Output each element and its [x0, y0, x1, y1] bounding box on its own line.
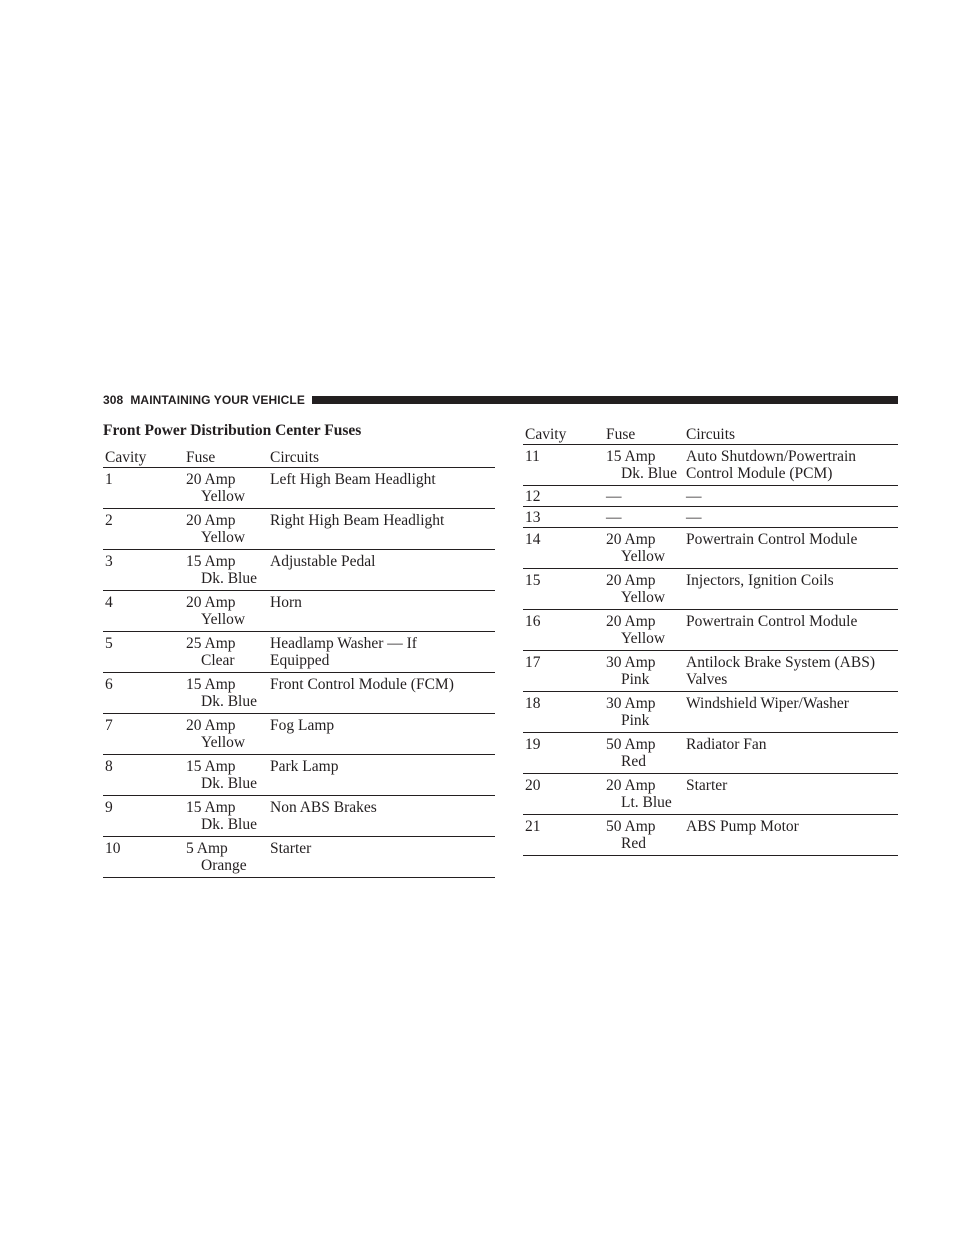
- fuse-rating: 20 Amp: [606, 531, 656, 548]
- column-header-fuse: Fuse: [186, 449, 270, 468]
- circuit-text: Auto Shutdown/Powertrain: [686, 448, 857, 465]
- fuse-cell: [606, 610, 686, 651]
- circuits-cell: [270, 550, 495, 591]
- circuits-cell: [270, 468, 495, 509]
- fuse-color: Yellow: [201, 611, 246, 628]
- table-row: [523, 610, 898, 651]
- table-row: [523, 774, 898, 815]
- fuse-cell: [606, 692, 686, 733]
- page-number: 308: [103, 393, 124, 407]
- table-row: [523, 445, 898, 486]
- table-row: [523, 569, 898, 610]
- fuse-cell: [606, 486, 686, 507]
- cavity-cell: 21: [523, 815, 606, 856]
- fuse-color: Dk. Blue: [621, 465, 677, 482]
- fuse-rating: —: [606, 509, 622, 526]
- circuit-text: Headlamp Washer — If: [270, 635, 417, 652]
- fuse-rating: 20 Amp: [606, 613, 656, 630]
- fuse-color: Dk. Blue: [201, 775, 257, 792]
- circuit-text: Right High Beam Headlight: [270, 512, 445, 529]
- column-header-cavity: Cavity: [103, 449, 186, 468]
- fuse-cell: [186, 632, 270, 673]
- fuse-rating: 20 Amp: [606, 777, 656, 794]
- fuse-table-right-column: [523, 426, 898, 856]
- page-header: [103, 392, 898, 408]
- circuit-text: Left High Beam Headlight: [270, 471, 436, 488]
- fuse-cell: [606, 774, 686, 815]
- table-row: [103, 468, 495, 509]
- fuse-table-right-body: [523, 445, 898, 856]
- table-row: [103, 755, 495, 796]
- circuit-text: Injectors, Ignition Coils: [686, 572, 834, 589]
- cavity-cell: 19: [523, 733, 606, 774]
- cavity-cell: 3: [103, 550, 186, 591]
- cavity-cell: 9: [103, 796, 186, 837]
- fuse-cell: [606, 569, 686, 610]
- circuit-text: Windshield Wiper/Washer: [686, 695, 849, 712]
- circuits-cell: [270, 796, 495, 837]
- fuse-color: Dk. Blue: [201, 816, 257, 833]
- circuits-cell: [686, 569, 898, 610]
- fuse-cell: [186, 796, 270, 837]
- table-row: [523, 815, 898, 856]
- fuse-table-right: [523, 426, 898, 856]
- fuse-color: Pink: [621, 712, 650, 729]
- fuse-color: Clear: [201, 652, 235, 669]
- fuse-rating: 30 Amp: [606, 695, 656, 712]
- fuse-cell: [186, 714, 270, 755]
- fuse-color: Dk. Blue: [201, 693, 257, 710]
- cavity-cell: 20: [523, 774, 606, 815]
- circuit-text: Starter: [686, 777, 728, 794]
- circuit-text: Park Lamp: [270, 758, 339, 775]
- fuse-color: Yellow: [621, 630, 666, 647]
- section-title: MAINTAINING YOUR VEHICLE: [130, 393, 305, 407]
- circuits-cell: [270, 837, 495, 878]
- fuse-color: Pink: [621, 671, 650, 688]
- fuse-rating: 20 Amp: [186, 594, 236, 611]
- circuit-text: Radiator Fan: [686, 736, 767, 753]
- fuse-rating: 30 Amp: [606, 654, 656, 671]
- table-row: [103, 509, 495, 550]
- circuit-text: Fog Lamp: [270, 717, 335, 734]
- fuse-color: Yellow: [201, 488, 246, 505]
- fuse-cell: [606, 651, 686, 692]
- fuse-rating: 15 Amp: [186, 553, 236, 570]
- fuse-cell: [606, 507, 686, 528]
- table-header-row: [103, 449, 495, 468]
- circuits-cell: [686, 651, 898, 692]
- fuse-cell: [606, 528, 686, 569]
- circuits-cell: [686, 733, 898, 774]
- fuse-cell: [606, 815, 686, 856]
- circuit-text: Powertrain Control Module: [686, 531, 858, 548]
- circuits-cell: [270, 632, 495, 673]
- circuit-text: —: [686, 509, 702, 526]
- cavity-cell: 12: [523, 486, 606, 507]
- fuse-rating: 50 Amp: [606, 736, 656, 753]
- cavity-cell: 1: [103, 468, 186, 509]
- circuit-text: Powertrain Control Module: [686, 613, 858, 630]
- circuit-text: Starter: [270, 840, 312, 857]
- fuse-rating: 5 Amp: [186, 840, 228, 857]
- fuse-rating: 20 Amp: [186, 512, 236, 529]
- fuse-color: Yellow: [201, 529, 246, 546]
- cavity-cell: 13: [523, 507, 606, 528]
- cavity-cell: 17: [523, 651, 606, 692]
- fuse-table-left-body: [103, 468, 495, 878]
- fuse-cell: [186, 837, 270, 878]
- fuse-rating: 15 Amp: [186, 799, 236, 816]
- cavity-cell: 5: [103, 632, 186, 673]
- fuse-cell: [186, 591, 270, 632]
- fuse-table-left: [103, 449, 495, 878]
- fuse-cell: [186, 468, 270, 509]
- fuse-color: Yellow: [621, 548, 666, 565]
- fuse-cell: [606, 733, 686, 774]
- table-row: [103, 837, 495, 878]
- fuse-color: Yellow: [201, 734, 246, 751]
- circuit-text: Adjustable Pedal: [270, 553, 376, 570]
- fuse-rating: 20 Amp: [186, 717, 236, 734]
- fuse-cell: [186, 509, 270, 550]
- cavity-cell: 2: [103, 509, 186, 550]
- cavity-cell: 15: [523, 569, 606, 610]
- circuit-text: Antilock Brake System (ABS): [686, 654, 875, 671]
- fuse-color: Lt. Blue: [621, 794, 672, 811]
- circuits-cell: [686, 445, 898, 486]
- fuse-rating: —: [606, 488, 622, 505]
- fuse-color: Dk. Blue: [201, 570, 257, 587]
- cavity-cell: 7: [103, 714, 186, 755]
- fuse-color: Red: [621, 753, 646, 770]
- cavity-cell: 11: [523, 445, 606, 486]
- fuse-cell: [606, 445, 686, 486]
- fuse-color: Yellow: [621, 589, 666, 606]
- table-header-row: [523, 426, 898, 445]
- cavity-cell: 4: [103, 591, 186, 632]
- circuits-cell: [686, 507, 898, 528]
- circuits-cell: [270, 509, 495, 550]
- header-rule: [312, 396, 898, 404]
- circuit-text: Valves: [686, 671, 728, 688]
- circuit-text: Non ABS Brakes: [270, 799, 377, 816]
- column-header-circuits: Circuits: [686, 426, 898, 445]
- column-header-fuse: Fuse: [606, 426, 686, 445]
- table-title: Front Power Distribution Center Fuses: [103, 422, 362, 439]
- circuit-text: Horn: [270, 594, 302, 611]
- circuit-text: Control Module (PCM): [686, 465, 833, 482]
- table-row: [523, 507, 898, 528]
- circuits-cell: [270, 714, 495, 755]
- fuse-rating: 20 Amp: [606, 572, 656, 589]
- table-row: [103, 632, 495, 673]
- cavity-cell: 8: [103, 755, 186, 796]
- table-row: [523, 692, 898, 733]
- circuits-cell: [686, 528, 898, 569]
- circuit-text: —: [686, 488, 702, 505]
- cavity-cell: 14: [523, 528, 606, 569]
- cavity-cell: 16: [523, 610, 606, 651]
- circuits-cell: [686, 692, 898, 733]
- table-row: [103, 796, 495, 837]
- circuit-text: Front Control Module (FCM): [270, 676, 454, 693]
- table-row: [103, 550, 495, 591]
- column-header-cavity: Cavity: [523, 426, 606, 445]
- fuse-rating: 25 Amp: [186, 635, 236, 652]
- fuse-rating: 15 Amp: [186, 676, 236, 693]
- table-row: [523, 651, 898, 692]
- fuse-table-left-column: [103, 422, 495, 878]
- table-row: [523, 486, 898, 507]
- fuse-rating: 20 Amp: [186, 471, 236, 488]
- fuse-rating: 50 Amp: [606, 818, 656, 835]
- circuits-cell: [270, 673, 495, 714]
- circuits-cell: [686, 486, 898, 507]
- fuse-cell: [186, 673, 270, 714]
- fuse-color: Red: [621, 835, 646, 852]
- fuse-color: Orange: [201, 857, 247, 874]
- table-row: [523, 733, 898, 774]
- cavity-cell: 10: [103, 837, 186, 878]
- circuits-cell: [270, 755, 495, 796]
- circuits-cell: [686, 774, 898, 815]
- fuse-rating: 15 Amp: [606, 448, 656, 465]
- circuits-cell: [686, 815, 898, 856]
- fuse-rating: 15 Amp: [186, 758, 236, 775]
- fuse-cell: [186, 755, 270, 796]
- circuits-cell: [686, 610, 898, 651]
- table-row: [103, 591, 495, 632]
- cavity-cell: 18: [523, 692, 606, 733]
- table-row: [523, 528, 898, 569]
- table-row: [103, 714, 495, 755]
- cavity-cell: 6: [103, 673, 186, 714]
- circuits-cell: [270, 591, 495, 632]
- circuit-text: ABS Pump Motor: [686, 818, 799, 835]
- circuit-text: Equipped: [270, 652, 330, 669]
- column-header-circuits: Circuits: [270, 449, 495, 468]
- fuse-cell: [186, 550, 270, 591]
- table-row: [103, 673, 495, 714]
